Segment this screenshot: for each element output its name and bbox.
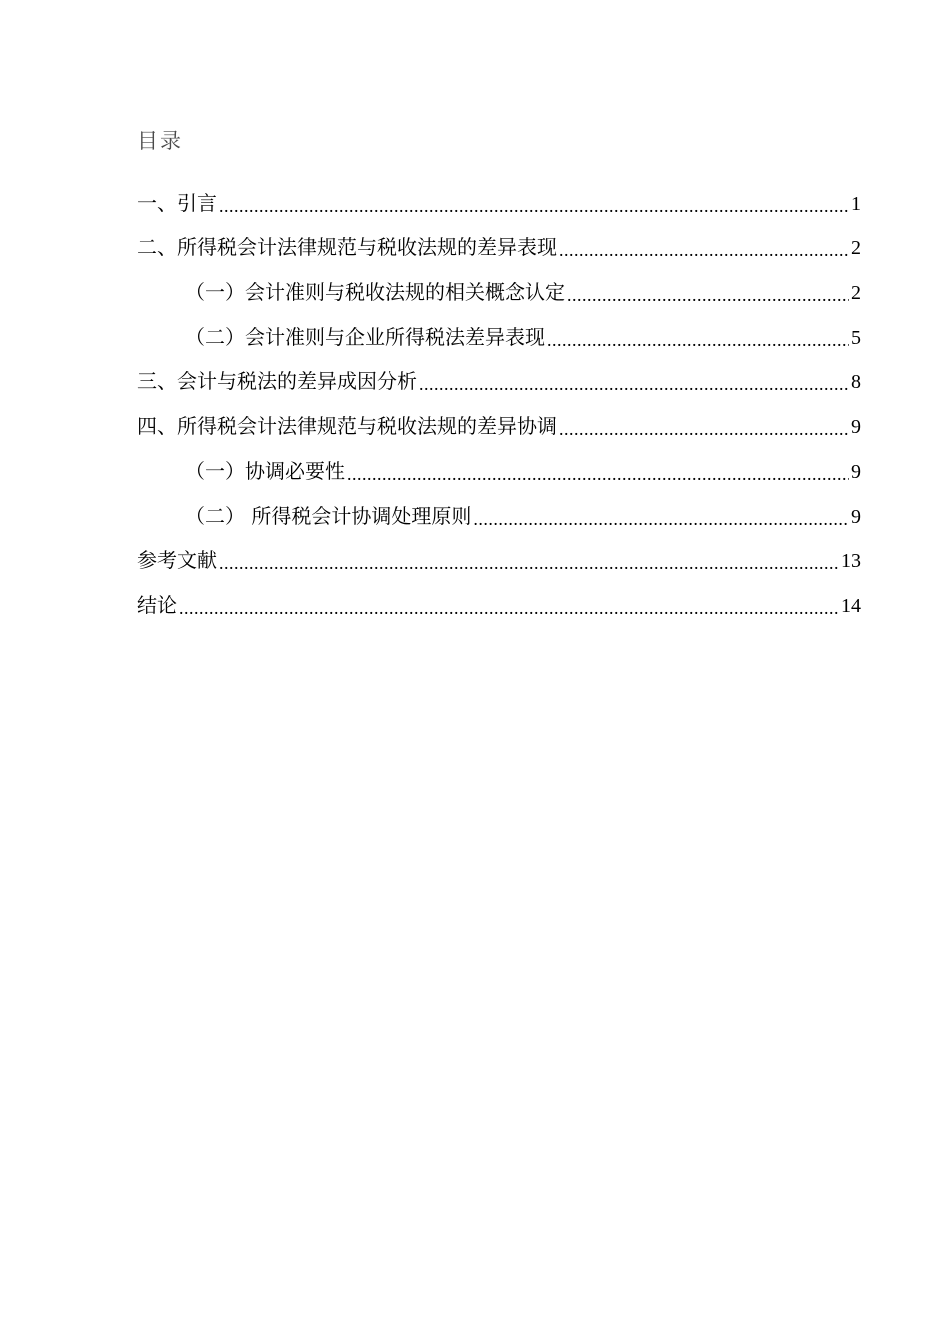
- toc-leader-dots: [179, 597, 839, 619]
- toc-entry-label: 四、所得税会计法律规范与税收法规的差异协调: [137, 414, 557, 439]
- toc-entry-page: 2: [851, 237, 861, 260]
- toc-leader-dots: [473, 508, 849, 530]
- toc-entry-page: 9: [851, 460, 861, 483]
- toc-entry-page: 2: [851, 282, 861, 305]
- toc-entry-label: 二、所得税会计法律规范与税收法规的差异表现: [137, 235, 557, 260]
- toc-entry-page: 9: [851, 505, 861, 528]
- toc-entry-introduction[interactable]: [137, 172, 861, 217]
- toc-entry-section-4[interactable]: [137, 395, 861, 440]
- toc-leader-dots: [219, 195, 849, 217]
- toc-entry-page: 8: [851, 371, 861, 394]
- toc-entry-section-4-1[interactable]: [137, 440, 861, 485]
- toc-leader-dots: [567, 284, 849, 306]
- toc-entry-label: （二） 所得税会计协调处理原则: [185, 503, 472, 528]
- toc-entry-label: （一）协调必要性: [185, 458, 345, 483]
- toc-entry-section-2-2[interactable]: [137, 306, 861, 351]
- toc-leader-dots: [347, 463, 849, 485]
- table-of-contents: [137, 172, 861, 619]
- toc-entry-label: 参考文献: [137, 548, 217, 573]
- toc-leader-dots: [559, 418, 849, 440]
- toc-entry-section-2-1[interactable]: [137, 261, 861, 306]
- toc-leader-dots: [547, 329, 849, 351]
- toc-entry-label: （一）会计准则与税收法规的相关概念认定: [185, 280, 565, 305]
- toc-entry-page: 1: [851, 192, 861, 215]
- toc-entry-section-3[interactable]: [137, 351, 861, 396]
- toc-entry-section-2[interactable]: [137, 217, 861, 262]
- toc-entry-label: （二）会计准则与企业所得税法差异表现: [185, 324, 545, 349]
- toc-entry-page: 5: [851, 326, 861, 349]
- toc-entry-label: 三、会计与税法的差异成因分析: [137, 369, 417, 394]
- toc-entry-references[interactable]: [137, 530, 861, 575]
- toc-entry-conclusion[interactable]: [137, 574, 861, 619]
- toc-entry-label: 结论: [137, 592, 177, 617]
- toc-entry-section-4-2[interactable]: [137, 485, 861, 530]
- toc-entry-page: 14: [841, 594, 861, 617]
- toc-entry-page: 13: [841, 550, 861, 573]
- toc-leader-dots: [219, 552, 839, 574]
- toc-entry-label: 一、引言: [137, 190, 217, 215]
- toc-title: 目录: [137, 129, 183, 153]
- toc-leader-dots: [559, 239, 849, 261]
- toc-entry-page: 9: [851, 416, 861, 439]
- toc-leader-dots: [419, 373, 849, 395]
